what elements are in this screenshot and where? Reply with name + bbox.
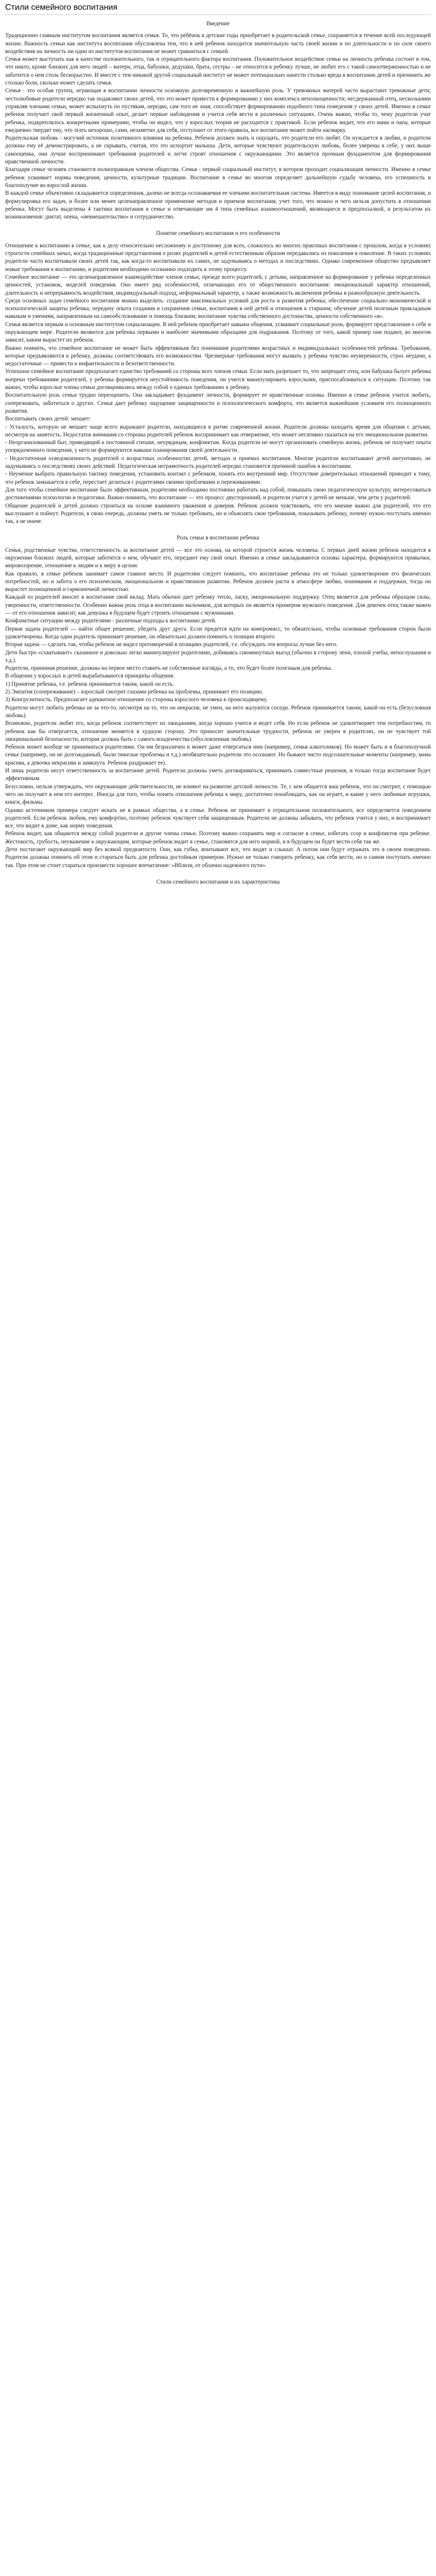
paragraph: Среди основных задач семейного воспитания можно выделить: создание максимальных условий для роста и развития ребенка; обеспечение социально-экономической и психологической защиты ребенка; передачу опыта создания и сохранения семьи, воспитания в ней детей и отношения к старшим; обучение детей полезным прикладным навыкам и умениям, направленным на самообслуживание и помощь близким; воспитание чувства собственного достоинства, ценности собственного «я». [5,297,431,320]
paragraph: Семья, родственные чувства, ответственность за воспитание детей — все это основа, на которой строится жизнь человека. С первых дней жизни ребенок находится в окружении близких людей, которые заботятся о нем, обучают его, передают ему свой опыт. Именно в семье закладываются основы характера, формируются привычки, мировоззрение, отношение к людям и к миру в целом. [5,547,431,569]
paragraph: Родительская любовь - могучий источник позитивного влияния на ребенка. Ребенок должен знать и ощущать, что родители его любят. Он нуждается в любви, и родители должны ему её демонстрировать, а не скрывать, считая, что это испортит малыша. Дети, которые чувствуют родительскую любовь, более уверены в себе, у них выше самооценка, они лучше воспринимают требования родителей и легче строят отношения с окружающими. Это является прочным фундаментом для формирования нравственной личности. [5,135,431,165]
paragraph: - Неумение выбрать правильную тактику поведения, установить контакт с ребенком, понять его внутренний мир. Отсутствие доверительных отношений приводит к тому, что ребенок замыкается в себе, перестает делиться с родителями своими проблемами и переживаниями. [5,471,431,485]
paragraph: Как правило, в семье ребенок занимает самое главное место. И родителям следует помнить, что воспитание ребенка это не только удовлетворение его физических потребностей, но и забота о его психическом, эмоциональном и нравственном развитии. Ребенок должен расти в атмосфере любви, понимания и поддержки, тогда он вырастет полноценной и гармоничной личностью. [5,570,431,593]
paragraph: Ребенок может вообще не приниматься родителями. Он им безразличен и может даже отвергаться ими (например, семья алкоголиков). Но может быть и в благополучной семье (например, он не долгожданный, были тяжелые проблемы и т.д.) необязательно родители это осознают. Но бывают чисто подсознательные моменты (например, мама красива, а девочка некрасива и замкнута. Ребенок раздражает ее). [5,744,431,766]
paragraph: Для того чтобы семейное воспитание было эффективным, родителям необходимо постоянно работать над собой, повышать свою педагогическую культуру, интересоваться достижениями психологии и педагогики. Важно помнить, что воспитание — это процесс двусторонний, и родители учатся у детей не меньше, чем дети у родителей. [5,486,431,501]
paragraph: Отношение к воспитанию в семье, как к делу относительно несложному и доступному для всех, сложилось во многих практиках воспитания с прошлом, когда в условиях строгости семейных начал, когда традиционные представления о ролях родителей и детей естественным образом передавались из поколения в поколение. В таких условиях родители часто воспитывали своих детей так, как когда-то воспитывали их самих, не задумываясь о методах и последствиях. Однако современное общество предъявляет новые требования к воспитанию, и родителям необходимо осознанно подходить к этому процессу. [5,242,431,273]
paragraph: Общение родителей и детей должно строиться на основе взаимного уважения и доверия. Ребенок должен чувствовать, что его мнение важно для родителей, что его выслушают и поймут. Родители, в свою очередь, должны уметь не только требовать, но и объяснять свои требования, показывать ребенку, почему нужно поступать именно так, а не иначе. [5,502,431,525]
paragraph: В каждой семье объективно складывается определенная, далеко не всегда осознаваемая ее членами воспитательная система. Имеется в виду понимание целей воспитания, и формулировка его задач, и более или менее целенаправленное применение методов и приемов воспитания, учет того, что можно и чего нельзя допустить в отношении ребенка. Могут быть выделены 4 тактики воспитания в семье и отвечающие им 4 типа семейных взаимоотношений, являющиеся и предпосылкой, и результатом их возникновения: диктат, опека, «невмешательство» и сотрудничество. [5,190,431,221]
paragraph: Вторая задача — сделать так, чтобы ребенок не видел противоречий в позициях родителей, т.е. обсуждать эти вопросы лучше без него. [5,641,338,648]
section-heading: Стили семейного воспитания и их характеристика [156,878,280,885]
paragraph: - Неорганизованный быт, приводящий к постоянной спешке, неурядицам, конфликтам. Когда родители не могут организовать семейную жизнь, ребенок не получает опыта упорядоченного поведения, у него не формируются навыки планирования своей деятельности. [5,439,431,454]
paragraph: Ребенок видит, как общаются между собой родители и другие члены семьи. Поэтому важно сохранять мир и согласие в семье, избегать ссор и конфликтов при ребенке. Жестокость, грубость, неуважение к окружающим, которые ребенок видит в семье, становятся для него нормой, и в будущем он будет вести себя так же. [5,831,431,845]
paragraph: Важно помнить, что семейное воспитание не может быть эффективным без понимания родителями возрастных и индивидуальных особенностей ребенка. Требования, которые предъявляются к ребенку, должны соответствовать его возможностям. Чрезмерные требования могут вызвать у ребенка чувство неуверенности, страх неудачи, а недостаточные — привести к инфантильности и безответственности. [5,345,431,367]
paragraph: Семейное воспитание — это целенаправленное взаимодействие членов семьи, прежде всего родителей, с детьми, направленное на формирование у ребенка определенных ценностей, установок, моделей поведения. Оно имеет ряд особенностей, отличающих его от общественного воспитания: эмоциональный характер отношений, длительность и непрерывность воздействия, индивидуальный подход, неформальный характер, а также возможность включения ребенка в разнообразную деятельность. [5,274,431,296]
paragraph: В общении у взрослых и детей вырабатываются принципы общения: [5,673,175,680]
paragraph: Семья является первым и основным институтом социализации. В ней ребенок приобретает навыки общения, усваивает социальные роли, формирует представления о себе и окружающем мире. Родители являются для ребенка первыми и наиболее значимыми образцами для подражания. Поэтому от того, какой пример они подают, во многом зависит, каким вырастет их ребенок. [5,321,431,344]
paragraph: Дети быстро «схватывают» сказанное и довольно легко манипулируют родителями, добиваясь сиюминутных выгод (обычно в сторону лени, плохой учебы, непослушания и т.д.). [5,649,431,664]
paragraph: Благодаря семье человек становится полноправным членом общества. Семья - первый социальный институт, в котором проходит социализация личности. Именно в семье ребенок усваивает нормы поведения, ценности, культурные традиции. Воспитание в семье во многом определяет дальнейшую судьбу человека, его успешность и благополучие во взрослой жизни. [5,166,431,189]
paragraph: Конфликтные ситуации между родителями - различные подходы к воспитанию детей. [5,618,217,624]
paragraph: Однако источником примера следует искать не в рамках общества, а в семье. Ребенок не принимает в отрицательном положительного, все определяется поведением родителей. Если ребенок любим, ему комфортно, поэтому ребенок чувствует себя защищенным. Родители не должны забывать, что ребенок учится у них, и воспринимает все, что видит в доме, как норму поведения. [5,807,431,829]
paragraph: Воспитывать своих детей: мешает: [5,416,91,422]
paragraph: 2) Эмпатия (сопереживание) – взрослый смотрит глазами ребенка на проблемы, принимает его позицию. [5,689,264,696]
paragraph: Родители могут любить ребенка не за что-то, несмотря на то, что он некрасив, не умен, на него жалуются соседи. Ребенок принимается таким, какой он есть (безусловная любовь). [5,704,431,719]
paragraph: Воспитательную роль семьи трудно переоценить. Она закладывает фундамент личности, формирует ее нравственные основы. Именно в семье ребенок учится любить, сопереживать, заботиться о других. Семья дает ребенку ощущение защищенности и психологического комфорта, что является важнейшим условием его полноценного развития. [5,392,431,414]
paragraph: Родители, принимая решение, должны на первое место ставить не собственные взгляды, а то, что будет более полезным для ребенка. [5,665,333,672]
paragraph: И лишь родители несут ответственность за воспитание детей. Родители должны уметь договариваться, принимать совместные решения, и только тогда воспитание будет эффективным. [5,768,431,782]
paragraph: Успешное семейное воспитание предполагает единство требований со стороны всех членов семьи. Если мать разрешает то, что запрещает отец, или бабушка балует ребенка вопреки требованиям родителей, у ребенка формируется неустойчивость поведения, он учится манипулировать взрослыми, приспосабливаться к ситуации. Поэтому так важно, чтобы взрослые члены семьи договаривались между собой о единых требованиях к ребенку. [5,368,431,391]
paragraph: Каждый из родителей вносит в воспитание свой вклад. Мать обычно дает ребенку тепло, ласку, эмоциональную поддержку. Отец является для ребенка образцом силы, уверенности, ответственности. Особенно важна роль отца в воспитании мальчиков, для которых он является примером мужского поведения. Для девочек отец также важен — от его отношения зависит, как девушка в будущем будет строить отношения с мужчинами. [5,594,431,617]
paragraph: 3) Конгруэнтность. Предполагает адекватное отношение со стороны взрослого человека к происходящему. [5,697,268,703]
paragraph: Семья - это особая группа, играющая в воспитании личности основную долговременную и важнейшую роль. У тревожных матерей часто вырастают тревожные дети; честолюбивые родители нередко так подавляют своих детей, что это может привести к формированию у них комплекса неполноценности; несдержанный отец, несколькими управляя членами семьи, может вспыхнуть по пустякам, нередко, сам того не зная, способствует формированию подобного типа поведения у своих детей. Именно в семье ребенок получает свой первый жизненный опыт, делает первые наблюдения и учится себя вести в различных ситуациях. Очень важно, чтобы то, чему родители учат ребенка, подкреплялось конкретными примерами, чтобы он видел, что у взрослых теория не расходится с практикой. Если ребенок видит, что его мама и папа, которые ежедневно твердят ему, что лгать нехорошо, сами, незаметно для себя, отступают от этого правила, все воспитание может пойти насмарку. [5,88,431,133]
paragraph: Безусловно, нельзя утверждать, что окружающие действительности, не влияют на развитие детской личности. Те, с кем общается ваш ребенок, что он смотрит, с помощью чего он получает в нем его интерес. Иногда для того, чтобы понять отношения ребенка к миру, достаточно понаблюдать, как он играет, и какие у него любимые игрушки, книги, фильмы. [5,783,431,806]
paragraph: Семья может выступать как в качестве положительного, так и отрицательного фактора воспитания. Положительное воздействие семьи на личность ребенка состоит в том, что никто, кроме близких для него людей – матери, отца, бабушки, дедушки, брата, сестры – не относится к ребенку лучше, не любит его с такой самоотверженностью и не заботится о нем столь бескорыстно. И вместе с тем никакой другой социальный институт не может потенциально нанести столько вреда в воспитании детей и причинить же столько боли, сколько может сделать семья. [5,56,431,87]
page [5,0,431,2576]
paragraph: Возможно, родители любят его, когда ребенок соответствует их ожиданиям, когда хорошо учится и ведет себя. Но если ребенок не удовлетворяет тем потребностям, то ребенок как бы отвергается, отношение меняется в худшую сторону. Это приносит значительные трудности, ребенок не уверен в родителях, он не чувствует той эмоциональной безопасности, которая должна быть с самого младенчества (обусловленная любовь). [5,720,431,742]
section-heading: Понятие семейного воспитания и его особенности [156,230,280,237]
paragraph: - Недостаточная осведомленность родителей о возрастных особенностях детей, методах и приемах воспитания. Многие родители воспитывают детей интуитивно, не задумываясь о последствиях своих действий. Педагогическая неграмотность родителей нередко становится причиной ошибок в воспитании. [5,455,431,470]
paragraph: Первая задача родителей — найти общее решение, убедить друг друга. Если придется идти на компромисс, то обязательно, чтобы основные требования сторон были удовлетворены. Когда один родитель принимает решение, он обязательно должен помнить о позиции второго. [5,625,431,640]
section-gap [5,526,431,530]
section-gap [5,221,431,225]
section-gap [5,870,431,874]
page-title: Стили семейного воспитания [5,0,431,15]
document-body [5,20,431,886]
paragraph: Традиционно главным институтом воспитания является семья. То, что ребёнок в детские годы приобретает в родительской семье, сохраняется в течение всей последующей жизни. Важность семьи как института воспитания обусловлена тем, что в ней ребенок находится значительную часть своей жизни и по длительности и по силе своего воздействия на личность ни один из институтов воспитания не может сравниться с семьей. [5,32,431,55]
paragraph: - Усталость, которую не мешает чаще всего выражают родители, находящиеся в ритме современной жизни. Родители должны находить время для общения с детьми, несмотря на занятость. Недостаток внимания со стороны родителей ребенок воспринимает как отвержение, что может негативно сказаться на его эмоциональном развитии. [5,423,431,438]
paragraph: 1) Принятие ребенка, т.е. ребенок принимается таким, какой он есть. [5,681,175,687]
paragraph: Дети постигают окружающий мир без всякой предвзятости. Они, как губка, впитывают все, что видят и слышат. А потом они будут отражать это в своем поведении. Родители должны помнить об этом и стараться быть для ребенка достойным примером. Нужно не только говорить ребенку, как себя вести, но и самим поступать именно так. При этом не стоит стараться произвести хорошее впечатление: «Вблизи, от облачно надежного пути». [5,846,431,869]
section-heading: Роль семьи в воспитании ребенка [177,535,259,541]
section-heading: Введение [206,21,230,27]
